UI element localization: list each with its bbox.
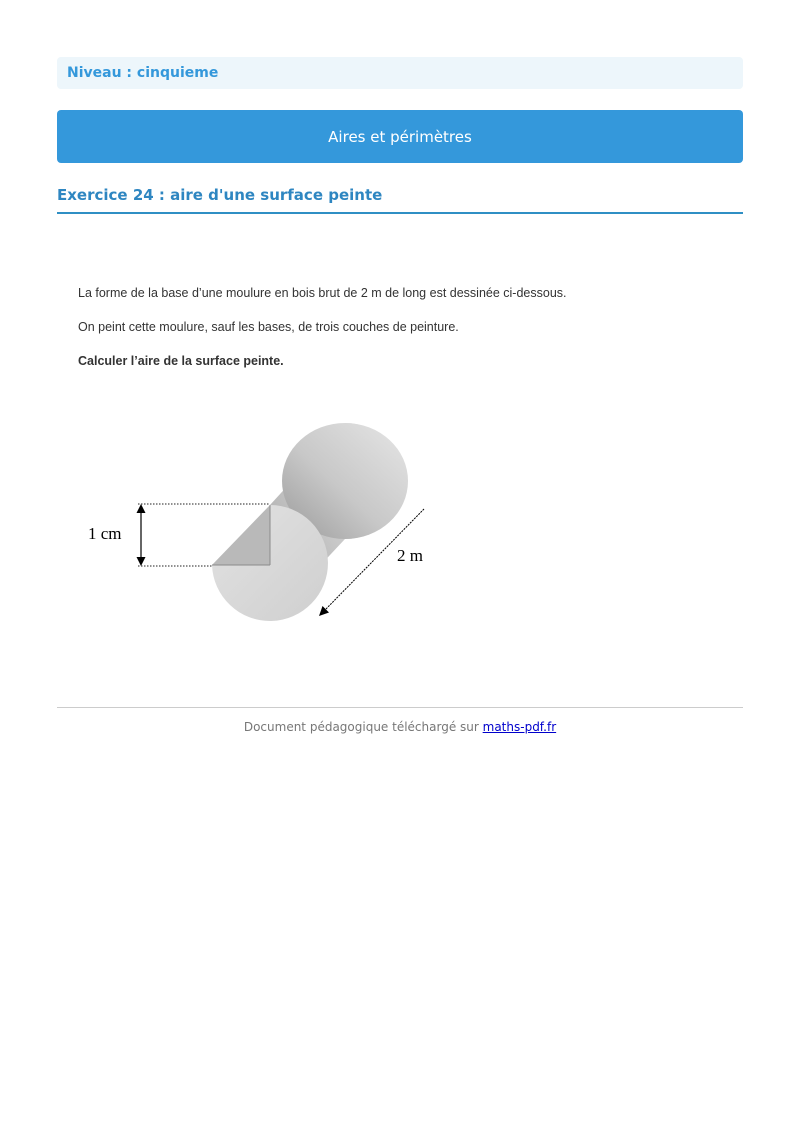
moulding-figure	[80, 415, 440, 630]
statement-paragraph-1: La forme de la base d’une moulure en bois brut de 2 m de long est dessinée ci-dessous.	[78, 286, 567, 300]
footer-link[interactable]: maths-pdf.fr	[482, 720, 557, 734]
moulding-notch-corner	[212, 505, 270, 565]
level-badge: Niveau : cinquieme	[57, 57, 743, 89]
statement-question: Calculer l’aire de la surface peinte.	[78, 354, 284, 368]
length-label: 2 m	[397, 546, 423, 565]
radius-dimension-arrow	[137, 504, 146, 566]
chapter-title-banner	[57, 110, 743, 163]
radius-label: 1 cm	[88, 524, 122, 543]
footer-divider	[57, 707, 743, 708]
footer	[57, 720, 743, 734]
statement-paragraph-2: On peint cette moulure, sauf les bases, de trois couches de peinture.	[78, 320, 459, 334]
chapter-title: Aires et périmètres	[328, 127, 472, 146]
footer-text: Document pédagogique téléchargé sur	[243, 720, 483, 734]
exercise-title: Exercice 24 : aire d'une surface peinte	[57, 186, 743, 214]
